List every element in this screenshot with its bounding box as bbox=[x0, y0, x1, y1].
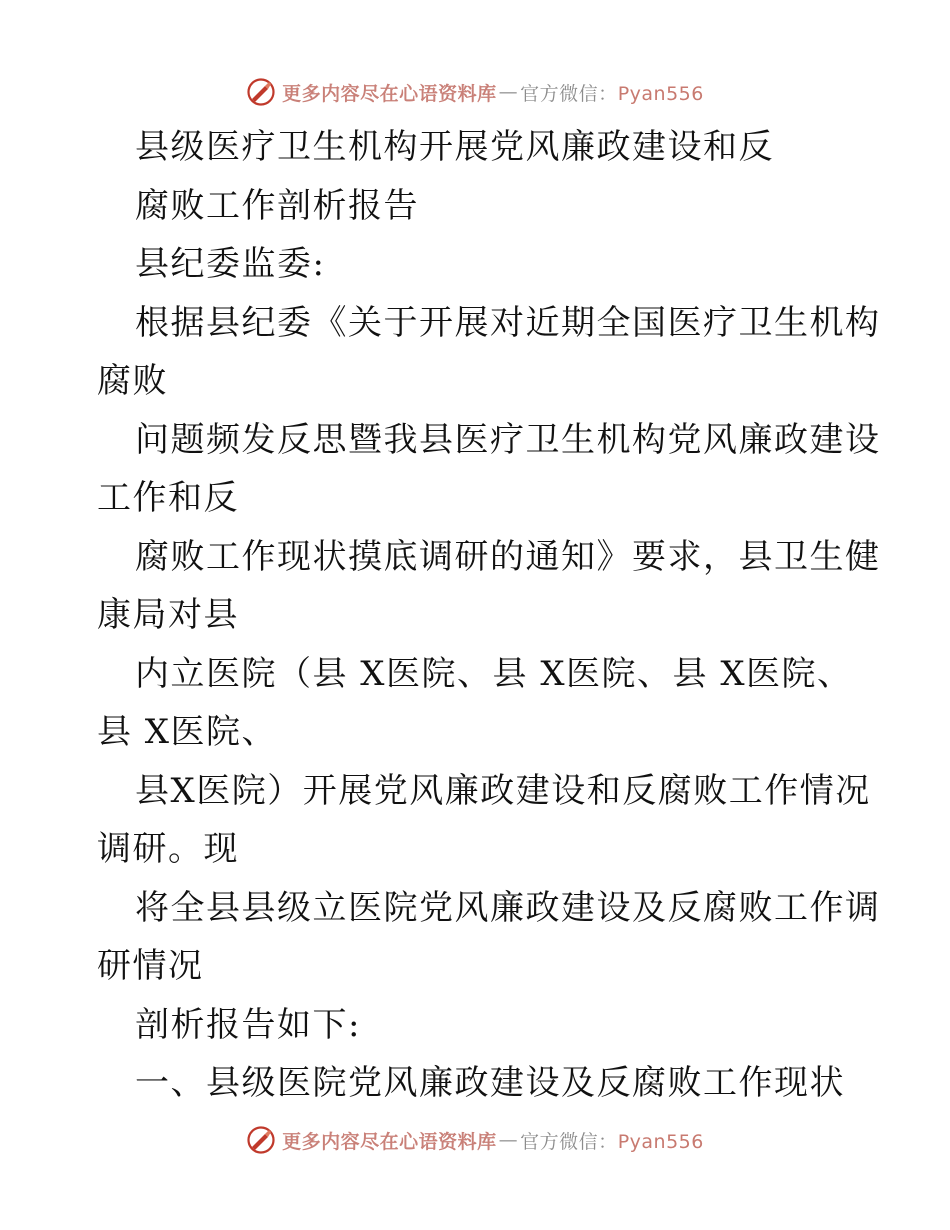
doc-line: 腐败 bbox=[97, 361, 168, 401]
watermark-official bbox=[520, 1127, 704, 1154]
doc-line: 腐败工作现状摸底调研的通知》要求，县卫生健 bbox=[135, 536, 881, 577]
doc-line: 工作和反 bbox=[97, 478, 239, 518]
doc-line-section-heading: 一、县级医院党风廉政建设及反腐败工作现状 bbox=[135, 1063, 845, 1103]
doc-line: 县X医院）开展党风廉政建设和反腐败工作情况 bbox=[135, 770, 871, 811]
watermark-official-label: 官方微信： bbox=[520, 1130, 618, 1153]
doc-line: 问题频发反思暨我县医疗卫生机构党风廉政建设 bbox=[135, 419, 881, 460]
watermark-separator: — bbox=[498, 1129, 519, 1151]
watermark-wechat-id: Pyan556 bbox=[617, 1130, 704, 1153]
doc-line: 根据县纪委《关于开展对近期全国医疗卫生机构 bbox=[135, 302, 881, 343]
doc-line: 内立医院（县 X医院、县 X医院、县 X医院、 bbox=[135, 653, 853, 694]
doc-line: 调研。现 bbox=[97, 829, 239, 869]
doc-line: 将全县县级立医院党风廉政建设及反腐败工作调 bbox=[135, 887, 881, 928]
seal-icon bbox=[246, 1125, 276, 1155]
doc-line-title-2: 腐败工作剖析报告 bbox=[135, 185, 419, 226]
watermark-brand: 更多内容尽在心语资料库 bbox=[282, 1130, 497, 1153]
doc-line: 研情况 bbox=[97, 946, 204, 986]
doc-line-addressee: 县纪委监委: bbox=[135, 244, 326, 284]
doc-line: 剖析报告如下: bbox=[135, 1004, 361, 1045]
watermark-brand: 更多内容尽在心语资料库 bbox=[282, 82, 497, 105]
footer-watermark bbox=[0, 1120, 950, 1160]
doc-line-title-1: 县级医疗卫生机构开展党风廉政建设和反 bbox=[135, 127, 774, 167]
header-watermark bbox=[0, 72, 950, 112]
seal-icon bbox=[246, 77, 276, 107]
document-body bbox=[97, 118, 881, 1113]
doc-line: 县 X医院、 bbox=[97, 712, 278, 752]
watermark-official bbox=[520, 79, 704, 106]
watermark-separator: — bbox=[498, 81, 519, 103]
watermark-official-label: 官方微信： bbox=[520, 82, 618, 105]
doc-line: 康局对县 bbox=[97, 595, 239, 635]
watermark-wechat-id: Pyan556 bbox=[617, 82, 704, 105]
